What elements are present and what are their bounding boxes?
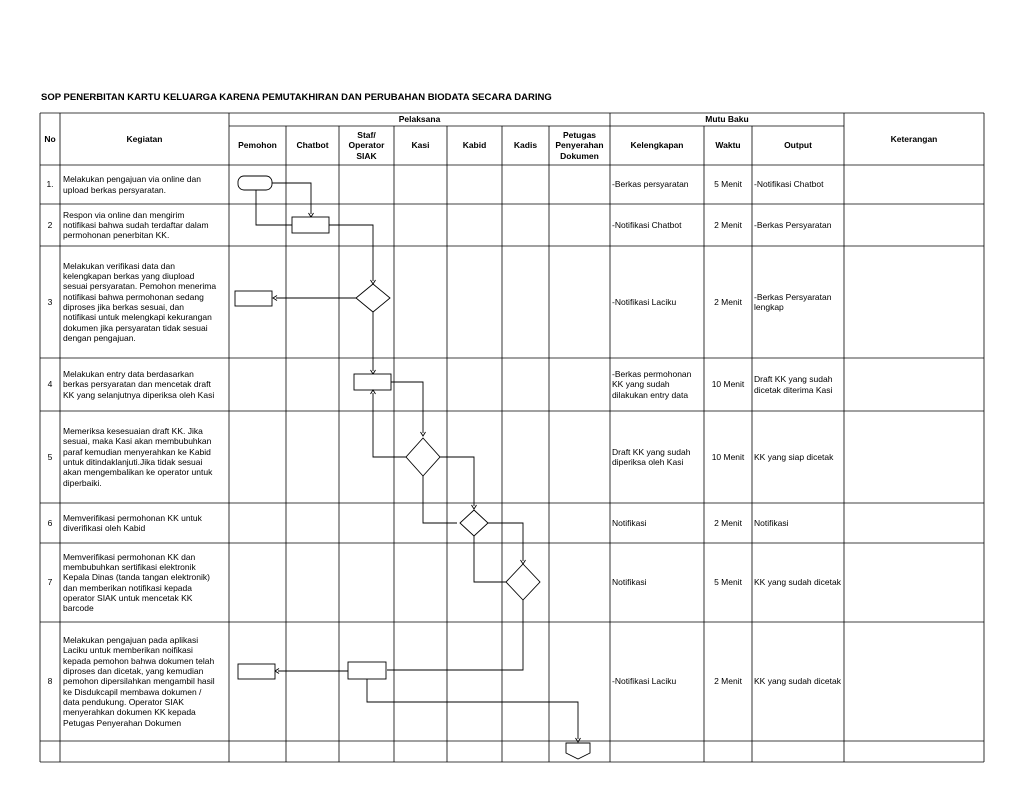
flow-connector xyxy=(329,225,373,281)
row-kegiatan: Respon via online dan mengirim notifikasi bahwa sudah terdaftar dalam permohonan penerbitan KK. xyxy=(63,209,209,241)
row-kegiatan: Melakukan entry data berdasarkan berkas persyaratan dan mencetak draft KK yang selanjutnya diperiksa oleh Kasi xyxy=(63,369,215,400)
row-number: 7 xyxy=(47,577,53,588)
row-waktu: 10 Menit xyxy=(711,451,745,462)
row-number: 5 xyxy=(47,451,53,462)
row-kelengkapan: -Berkas permohonan KK yang sudah dilakukan entry data xyxy=(612,369,692,400)
verification-diamond xyxy=(356,284,390,312)
flow-connector xyxy=(440,457,474,506)
flow-connector xyxy=(256,190,292,225)
row-kelengkapan: Notifikasi xyxy=(612,517,647,528)
row-kelengkapan: -Notifikasi Chatbot xyxy=(612,219,682,230)
row-kelengkapan: -Notifikasi Laciku xyxy=(612,676,677,687)
row-kegiatan: Melakukan verifikasi data dan kelengkapan berkas yang diupload sesuai persyaratan. Pemohon menerima notifikasi bahwa permohonan sedang diproses jika berkas sesuai, dan notifikasi untuk melengkapi kekurangan dokumen jika persyaratan tidak sesuai dengan pengajuan. xyxy=(63,260,217,343)
flow-connector xyxy=(391,382,423,433)
chatbot-process-box xyxy=(292,217,329,233)
row-output: KK yang sudah dicetak xyxy=(754,577,841,588)
row-kelengkapan: Notifikasi xyxy=(612,577,647,588)
row-kegiatan: Melakukan pengajuan pada aplikasi Laciku untuk memberikan noifikasi kepada pemohon bahwa dokumen telah diproses dan dicetak, yang kemudian pemohon dipersilahkan mengambil hasil ke Disdukcapil membawa dokumen / data pendukung. Operator SIAK menyerahkan dokumen KK kepada Petugas Penyerahan Dokumen xyxy=(63,635,215,728)
row-number: 6 xyxy=(47,517,53,528)
row-kegiatan: Memeriksa kesesuaian draft KK. Jika sesuai, maka Kasi akan membubuhkan paraf kemudian menyerahkan ke Kabid untuk ditindaklanjuti.Jika tidak sesuai akan mengembalikan ke operator untuk diperbaiki. xyxy=(63,426,213,488)
row-output: KK yang sudah dicetak xyxy=(754,676,841,687)
flow-connector xyxy=(488,523,523,561)
header-keterangan: Keterangan xyxy=(890,133,938,144)
pemohon-notification-box xyxy=(235,291,272,306)
header-kegiatan: Kegiatan xyxy=(126,133,163,144)
flow-connector xyxy=(387,600,523,670)
row-number: 2 xyxy=(47,219,53,230)
row-number: 1. xyxy=(46,179,54,190)
kabid-verify-diamond xyxy=(460,510,488,536)
row-kegiatan: Memverifikasi permohonan KK untuk diverifikasi oleh Kabid xyxy=(63,512,202,533)
header-actor-petugas: Petugas Penyerahan Dokumen xyxy=(555,130,604,161)
flow-connector xyxy=(373,393,406,457)
pemohon-pickup-box xyxy=(238,664,275,679)
row-waktu: 10 Menit xyxy=(711,379,745,390)
header-actor-kasi: Kasi xyxy=(411,140,430,151)
kasi-check-diamond xyxy=(406,438,440,476)
header-mutu-baku: Mutu Baku xyxy=(705,114,749,125)
row-kelengkapan: -Notifikasi Laciku xyxy=(612,296,677,307)
kadis-sign-diamond xyxy=(506,564,540,600)
row-waktu: 5 Menit xyxy=(714,179,742,190)
row-waktu: 5 Menit xyxy=(714,577,742,588)
flow-connector xyxy=(423,476,457,523)
row-number: 4 xyxy=(47,379,53,390)
row-kegiatan: Melakukan pengajuan via online dan upload berkas persyaratan. xyxy=(63,174,201,195)
header-waktu: Waktu xyxy=(715,140,741,151)
flow-connector xyxy=(272,183,311,214)
row-kelengkapan: Draft KK yang sudah diperiksa oleh Kasi xyxy=(612,446,691,467)
row-kelengkapan: -Berkas persyaratan xyxy=(612,179,689,190)
row-output: Draft KK yang sudah dicetak diterima Kasi xyxy=(754,374,833,395)
end-offpage-connector xyxy=(566,743,590,759)
header-actor-kabid: Kabid xyxy=(462,140,487,151)
row-number: 3 xyxy=(47,296,53,307)
header-actor-chatbot: Chatbot xyxy=(296,140,329,151)
row-waktu: 2 Menit xyxy=(714,296,742,307)
page-title: SOP PENERBITAN KARTU KELUARGA KARENA PEMUTAKHIRAN DAN PERUBAHAN BIODATA SECARA DARING xyxy=(41,92,552,103)
header-pelaksana: Pelaksana xyxy=(398,114,441,125)
header-output: Output xyxy=(784,140,812,151)
row-number: 8 xyxy=(47,676,53,687)
operator-handover-box xyxy=(348,662,386,679)
row-waktu: 2 Menit xyxy=(714,517,742,528)
row-output: Notifikasi xyxy=(754,517,789,528)
entry-data-box xyxy=(354,374,391,390)
row-kegiatan: Memverifikasi permohonan KK dan membubuhkan sertifikasi elektronik Kepala Dinas (tanda tangan elektronik) dan memberikan notifikasi kepada operator SIAK untuk mencetak KK barcode xyxy=(63,551,210,614)
header-actor-pemohon: Pemohon xyxy=(238,140,277,151)
flow-connector xyxy=(367,679,578,739)
row-output: -Notifikasi Chatbot xyxy=(754,179,824,190)
row-waktu: 2 Menit xyxy=(714,676,742,687)
row-output: -Berkas Persyaratan lengkap xyxy=(754,291,832,312)
row-output: KK yang siap dicetak xyxy=(754,451,834,462)
header-actor-operator: Staf/ Operator SIAK xyxy=(348,130,385,161)
header-kelengkapan: Kelengkapan xyxy=(630,140,684,151)
header-no: No xyxy=(44,133,56,144)
row-output: -Berkas Persyaratan xyxy=(754,219,832,230)
row-waktu: 2 Menit xyxy=(714,219,742,230)
header-actor-kadis: Kadis xyxy=(513,140,538,151)
start-terminator xyxy=(238,176,272,190)
